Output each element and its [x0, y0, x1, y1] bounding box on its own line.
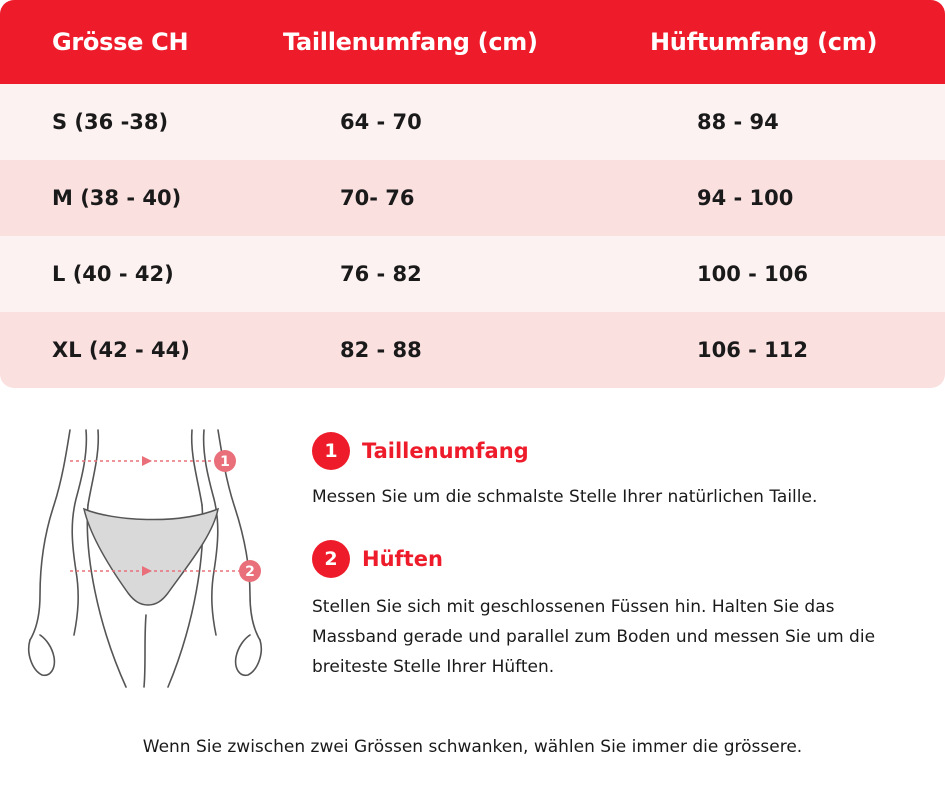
waist-cell: 82 - 88 [340, 338, 422, 362]
table-row [0, 160, 945, 236]
step-title: Hüften [362, 547, 443, 571]
hip-cell: 100 - 106 [697, 262, 809, 286]
size-table [0, 0, 945, 388]
body-outline-illustration [18, 425, 288, 695]
table-row [0, 236, 945, 312]
table-row [0, 312, 945, 388]
size-cell: XL (42 - 44) [52, 338, 190, 362]
waist-cell: 76 - 82 [340, 262, 422, 286]
step-title: Taillenumfang [362, 439, 529, 463]
waist-cell: 64 - 70 [340, 110, 422, 134]
step-description: Messen Sie um die schmalste Stelle Ihrer natürlichen Taille. [312, 487, 818, 507]
waist-marker-label: 1 [220, 454, 230, 470]
header-waist: Taillenumfang (cm) [283, 28, 538, 56]
size-cell: S (36 -38) [52, 110, 169, 134]
hip-cell: 88 - 94 [697, 110, 779, 134]
step-number-badge: 2 [312, 540, 350, 578]
measurement-figure [18, 425, 288, 695]
size-cell: M (38 - 40) [52, 186, 182, 210]
table-header [0, 0, 945, 84]
hip-marker-label: 2 [245, 564, 255, 580]
header-size: Grösse CH [52, 28, 189, 56]
size-cell: L (40 - 42) [52, 262, 174, 286]
hip-cell: 94 - 100 [697, 186, 794, 210]
step-description: Stellen Sie sich mit geschlossenen Füssen hin. Halten Sie das Massband gerade und parallel zum Boden und messen Sie um die breiteste Stelle Ihrer Hüften. [312, 597, 876, 677]
hip-cell: 106 - 112 [697, 338, 809, 362]
table-row [0, 84, 945, 160]
header-hip: Hüftumfang (cm) [650, 28, 878, 56]
size-advice-note: Wenn Sie zwischen zwei Grössen schwanken, wählen Sie immer die grössere. [142, 737, 803, 757]
step-number-badge: 1 [312, 432, 350, 470]
waist-cell: 70- 76 [340, 186, 415, 210]
